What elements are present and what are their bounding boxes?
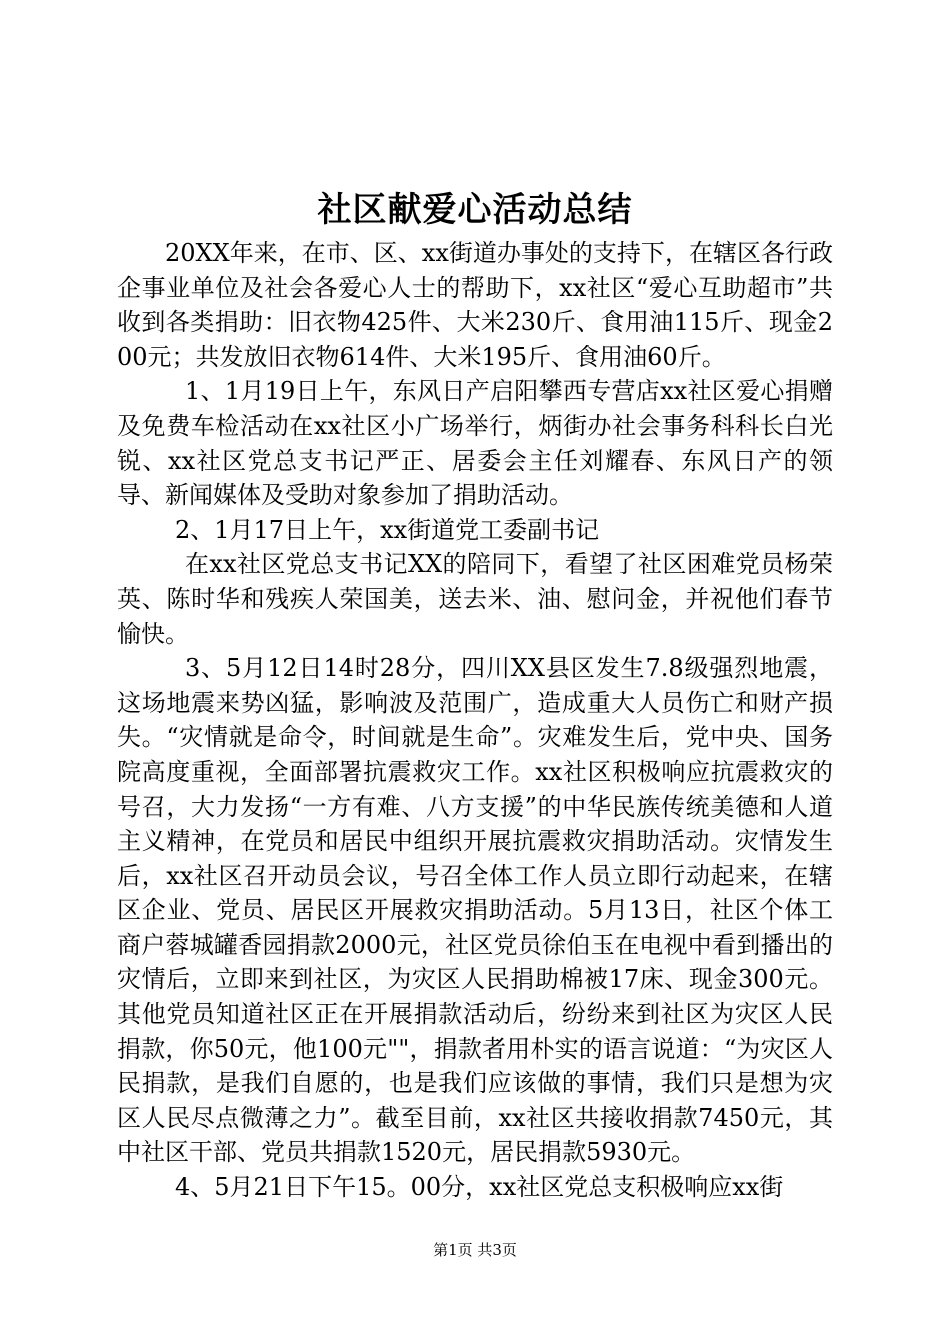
document-title: 社区献爱心活动总结 bbox=[317, 190, 633, 230]
paragraph-item-1: 1、1月19日上午，东风日产启阳攀西专营店xx社区爱心捐赠及免费车检活动在xx社区小广场举行，炳街办社会事务科科长白光锐、xx社区党总支书记严正、居委会主任刘耀春、东风日产的领导、新闻媒体及受助对象参加了捐助活动。 bbox=[117, 377, 833, 510]
document-body bbox=[117, 236, 833, 1205]
paragraph-item-4: 4、5月21日下午15。00分，xx社区党总支积极响应xx街 bbox=[175, 1173, 784, 1202]
paragraph-item-2: 2、1月17日上午，xx街道党工委副书记 bbox=[175, 515, 600, 544]
paragraph-item-2-cont: 在xx社区党总支书记XX的陪同下，看望了社区困难党员杨荣英、陈时华和残疾人荣国美，送去米、油、慰问金，并祝他们春节愉快。 bbox=[117, 550, 833, 648]
paragraph-intro: 20XX年来，在市、区、xx街道办事处的支持下，在辖区各行政企事业单位及社会各爱心人士的帮助下，xx社区“爱心互助超市”共收到各类捐助：旧衣物425件、大米230斤、食用油115斤、现金200元；共发放旧衣物614件、大米195斤、食用油60斤。 bbox=[117, 239, 833, 371]
paragraph-item-3: 3、5月12日14时28分，四川XX县区发生7.8级强烈地震，这场地震来势凶猛，影响波及范围广，造成重大人员伤亡和财产损失。“灾情就是命令，时间就是生命”。灾难发生后，党中央、国务院高度重视，全面部署抗震救灾工作。xx社区积极响应抗震救灾的号召，大力发扬“一方有难、八方支援”的中华民族传统美德和人道主义精神，在党员和居民中组织开展抗震救灾捐助活动。灾情发生后，xx社区召开动员会议，号召全体工作人员立即行动起来，在辖区企业、党员、居民区开展救灾捐助活动。5月13日，社区个体工商户蓉城罐香园捐款2000元，社区党员徐伯玉在电视中看到播出的灾情后，立即来到社区，为灾区人民捐助棉被17床、现金300元。其他党员知道社区正在开展捐款活动后，纷纷来到社区为灾区人民捐款，你50元，他100元""，捐款者用朴实的语言说道：“为灾区人民捐款，是我们自愿的，也是我们应该做的事情，我们只是想为灾区人民尽点微薄之力”。截至目前，xx社区共接收捐款7450元，其中社区干部、党员共捐款1520元，居民捐款5930元。 bbox=[117, 654, 833, 1167]
page-footer: 第1页 共3页 bbox=[433, 1241, 517, 1259]
